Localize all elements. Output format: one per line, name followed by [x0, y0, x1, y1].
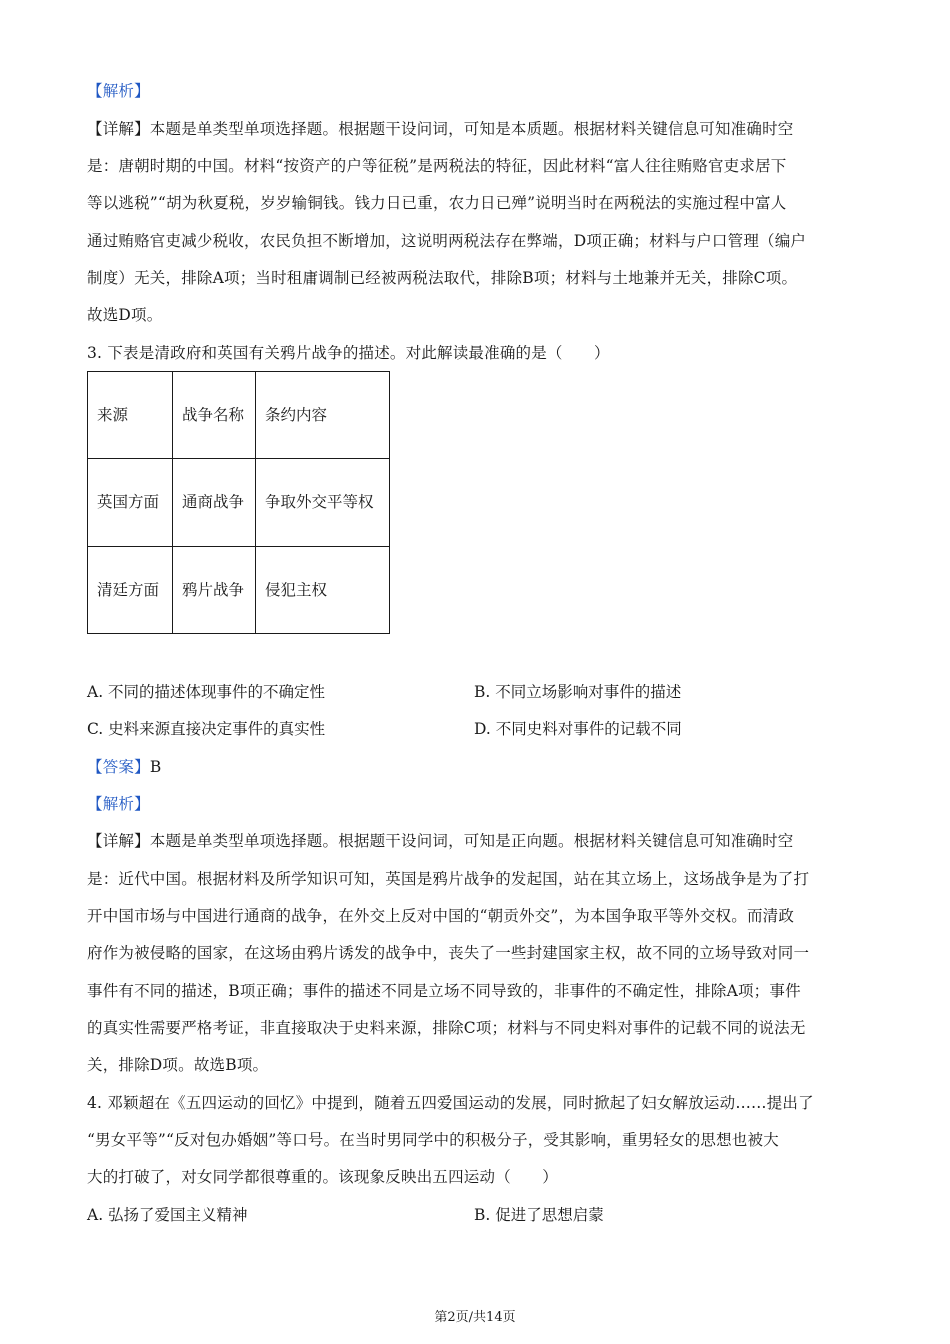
table-cell: 争取外交平等权: [256, 459, 390, 547]
detail-line: 故选D项。: [87, 306, 163, 324]
source-comparison-table: [87, 371, 390, 634]
option-b: B. 促进了思想启蒙: [474, 1206, 604, 1224]
detail-line: 开中国市场与中国进行通商的战争，在外交上反对中国的“朝贡外交”，为本国争取平等外交权。而清政: [87, 907, 795, 925]
detail-line: 府作为被侵略的国家，在这场由鸦片诱发的战争中，丧失了一些封建国家主权，故不同的立场导致对同一: [87, 944, 810, 962]
option-a: A. 弘扬了爱国主义精神: [87, 1206, 248, 1224]
detail-line: 等以逃税”“胡为秋夏税，岁岁输铜钱。钱力日已重，农力日已殚”说明当时在两税法的实施过程中富人: [87, 194, 787, 212]
table-header-cell: 战争名称: [173, 372, 256, 459]
table-cell: 英国方面: [88, 459, 173, 547]
option-b: B. 不同立场影响对事件的描述: [474, 683, 682, 701]
table-header-row: [88, 372, 390, 459]
analysis-label: 【解析】: [87, 795, 150, 813]
analysis-label: 【解析】: [87, 82, 150, 100]
detail-line: 【详解】本题是单类型单项选择题。根据题干设问词，可知是本质题。根据材料关键信息可知准确时空: [87, 120, 794, 138]
detail-line: 制度）无关，排除A项；当时租庸调制已经被两税法取代，排除B项；材料与土地兼并无关，排除C项。: [87, 269, 798, 287]
table-header-cell: 来源: [88, 372, 173, 459]
table-cell: 鸦片战争: [173, 547, 256, 634]
table-row: [88, 547, 390, 634]
table-cell: 通商战争: [173, 459, 256, 547]
question-3-stem: 3. 下表是清政府和英国有关鸦片战争的描述。对此解读最准确的是（ ）: [87, 344, 610, 362]
detail-line: 事件有不同的描述，B项正确；事件的描述不同是立场不同导致的，非事件的不确定性，排除A项；事件: [87, 982, 801, 1000]
table-header-cell: 条约内容: [256, 372, 390, 459]
detail-line: 通过贿赂官吏减少税收，农民负担不断增加，这说明两税法存在弊端，D项正确；材料与户口管理（编户: [87, 232, 807, 250]
detail-line: 是：近代中国。根据材料及所学知识可知，英国是鸦片战争的发起国，站在其立场上，这场战争是为了打: [87, 870, 810, 888]
table-cell: 清廷方面: [88, 547, 173, 634]
table-cell: 侵犯主权: [256, 547, 390, 634]
detail-line: 是：唐朝时期的中国。材料“按资产的户等征税”是两税法的特征，因此材料“富人往往贿赂官吏求居下: [87, 157, 787, 175]
detail-line: 【详解】本题是单类型单项选择题。根据题干设问词，可知是正向题。根据材料关键信息可知准确时空: [87, 832, 794, 850]
detail-line: 的真实性需要严格考证，非直接取决于史料来源，排除C项；材料与不同史料对事件的记载不同的说法无: [87, 1019, 806, 1037]
option-c: C. 史料来源直接决定事件的真实性: [87, 720, 326, 738]
page-number: 第2页/共14页: [434, 1310, 516, 1325]
answer-line: [87, 756, 867, 778]
option-a: A. 不同的描述体现事件的不确定性: [87, 683, 326, 701]
table-row: [88, 459, 390, 547]
answer-value: B: [149, 758, 162, 776]
question-4-stem-line: 大的打破了，对女同学都很尊重的。该现象反映出五四运动（ ）: [87, 1168, 559, 1186]
option-d: D. 不同史料对事件的记载不同: [474, 720, 682, 738]
detail-line: 关，排除D项。故选B项。: [87, 1056, 269, 1074]
question-4-stem-line: 4. 邓颖超在《五四运动的回忆》中提到，随着五四爱国运动的发展，同时掀起了妇女解放运动……提出了: [87, 1094, 814, 1112]
question-4-stem-line: “男女平等”“反对包办婚姻”等口号。在当时男同学中的积极分子，受其影响，重男轻女的思想也被大: [87, 1131, 779, 1149]
answer-label: 【答案】: [87, 758, 150, 776]
